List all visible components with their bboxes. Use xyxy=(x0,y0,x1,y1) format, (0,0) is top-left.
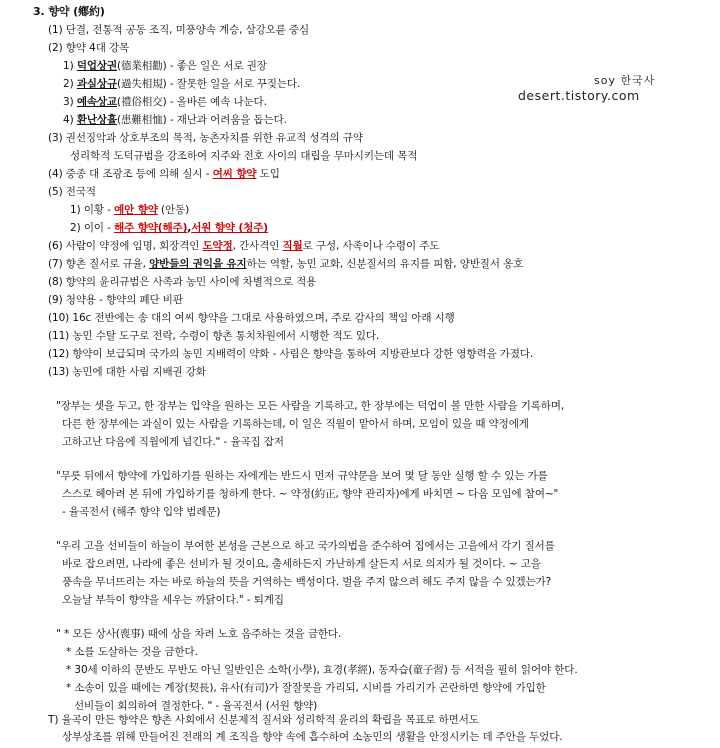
nationwide-1-emphasis: 예안 향약 xyxy=(114,204,158,216)
quote-1-line-3: 고하고난 다음에 직월에게 넘긴다." - 율곡집 잡저 xyxy=(62,436,284,448)
nationwide-2: 2) 이이 - 해주 향약(해주),서원 향약 (청주) xyxy=(70,222,268,234)
item-5: (5) 전국적 xyxy=(48,186,96,198)
item-8: (8) 향약의 윤리규범은 사족과 농민 사이에 차별적으로 적용 xyxy=(48,276,317,288)
item-4: (4) 중종 대 조광조 등에 의해 실시 - 여씨 향약 도입 xyxy=(48,168,280,180)
watermark-url: desert.tistory.com xyxy=(518,88,640,103)
quote-3-line-1: "우리 고을 선비들이 하늘이 부여한 본성을 근본으로 하고 국가의법을 준수하여 집에서는 고을에서 각기 질서를 xyxy=(56,540,555,552)
guideline-3-term: 예속상교 xyxy=(76,96,117,108)
heading-number: 3. xyxy=(33,5,49,18)
nationwide-2-emphasis-b: 서원 향약 (청주) xyxy=(191,222,268,234)
quote-1-line-1: "장부는 셋을 두고, 한 장부는 입약을 원하는 모든 사람을 기록하고, 한 장부에는 덕업이 볼 만한 사람을 기록하며, xyxy=(56,400,565,412)
item-7: (7) 향촌 질서로 규율, 양반들의 권익을 유지하는 역할, 농민 교화, 신분질서의 유지를 피함, 양반질서 옹호 xyxy=(48,258,524,270)
quote-2-line-1: "무릇 뒤에서 향약에 가입하기를 원하는 자에게는 반드시 먼저 규약문을 보여 몇 달 동안 실행 할 수 있는 가를 xyxy=(56,470,548,482)
guideline-4-term: 환난상휼 xyxy=(76,114,117,126)
item-3: (3) 권선징악과 상호부조의 목적, 농촌자치를 위한 유교적 성격의 규약 xyxy=(48,132,363,144)
quote-2-line-3: - 율곡전서 (해주 향약 입약 범례문) xyxy=(62,506,221,518)
guideline-2: 2) 과실상규(過失相規) - 잘못한 일을 서로 꾸짖는다. xyxy=(63,78,301,90)
item-13: (13) 농민에 대한 사림 지배권 강화 xyxy=(48,366,206,378)
item-2: (2) 향약 4대 강목 xyxy=(48,42,130,54)
item-7-emphasis: 양반들의 권익을 유지 xyxy=(149,258,247,270)
item-4-emphasis: 여씨 향약 xyxy=(212,168,257,180)
guideline-2-term: 과실상규 xyxy=(76,78,117,90)
teacher-note-line-1: T) 율곡이 만든 향약은 향촌 사회에서 신분제적 질서와 성리학적 윤리의 확립을 목표로 하면서도 xyxy=(48,714,479,726)
item-3-continued: 성리학적 도덕규범을 강조하여 지주와 전호 사이의 대립을 무마시키는데 목적 xyxy=(70,150,418,162)
item-6-emphasis-a: 도약정 xyxy=(202,240,233,252)
teacher-note-line-2: 상부상조를 위해 만들어진 전래의 계 조직을 향약 속에 흡수하여 소농민의 생활을 안정시키는 데 주안을 두었다. xyxy=(62,731,563,743)
guideline-4: 4) 환난상휼(患難相恤) - 재난과 어려움을 돕는다. xyxy=(63,114,287,126)
quote-4-line-3: * 30세 이하의 문반도 무반도 아닌 일반인은 소학(小學), 효경(孝經), 동자습(童子習) 등 서적을 필히 읽어야 한다. xyxy=(66,664,578,676)
heading-title: 향약 (鄕約) xyxy=(48,5,105,18)
quote-2-line-2: 스스로 헤아려 본 뒤에 가입하기를 청하게 한다. ~ 약정(約正, 향약 관리자)에게 바치면 ~ 다음 모임에 참여~" xyxy=(62,488,559,500)
item-10: (10) 16c 전반에는 송 대의 여씨 향약을 그대로 사용하였으며, 주로 감사의 책임 아래 시행 xyxy=(48,312,455,324)
section-heading xyxy=(33,4,105,20)
quote-4-line-1: " * 모든 상사(喪事) 때에 상을 차려 노호 음주하는 것을 금한다. xyxy=(56,628,342,640)
watermark-author: soy 한국사 xyxy=(594,74,656,87)
guideline-1-term: 덕업상권 xyxy=(76,60,117,72)
item-6: (6) 사람이 약정에 임명, 회장격인 도약정, 간사격인 직월로 구성, 사족이나 수령이 주도 xyxy=(48,240,440,252)
item-1: (1) 단결, 전통적 공동 조직, 미풍양속 계승, 삼강오륜 중심 xyxy=(48,24,310,36)
quote-4-line-2: * 소를 도살하는 것을 금한다. xyxy=(66,646,198,658)
guideline-3: 3) 예속상교(禮俗相交) - 올바른 예속 나눈다. xyxy=(63,96,267,108)
item-6-emphasis-b: 직월 xyxy=(282,240,303,252)
quote-4-line-5: 선비들이 회의하여 결정한다. " - 율곡전서 (서원 향약) xyxy=(74,700,318,712)
quote-4-line-4: * 소송이 있을 때에는 계장(契長), 유사(有司)가 잘잘못을 가리되, 시비를 가리기가 곤란하면 향약에 가입한 xyxy=(66,682,546,694)
quote-3-line-2: 바로 잡으려면, 나라에 좋은 선비가 될 것이요, 출세하든지 가난하게 살든지 서로 의지가 될 것이다. ~ 고을 xyxy=(62,558,541,570)
item-9: (9) 청약용 - 향약의 폐단 비판 xyxy=(48,294,183,306)
quote-3-line-3: 풍속을 무너뜨리는 자는 바로 하늘의 뜻을 거역하는 백성이다. 벌을 주지 않으려 해도 주지 않을 수 있겠는가? xyxy=(62,576,552,588)
quote-3-line-4: 오늘날 부득이 향약을 세우는 까닭이다." - 퇴계집 xyxy=(62,594,284,606)
guideline-1: 1) 덕업상권(德業相勸) - 좋은 일은 서로 권장 xyxy=(63,60,267,72)
item-12: (12) 향약이 보급되며 국가의 농민 지배력이 약화 - 사림은 향약을 통하여 지방관보다 강한 영향력을 가졌다. xyxy=(48,348,534,360)
item-11: (11) 농민 수탈 도구로 전락, 수령이 향촌 통치차원에서 시행한 적도 있다. xyxy=(48,330,380,342)
nationwide-1: 1) 이황 - 예안 향약 (안동) xyxy=(70,204,190,216)
nationwide-2-emphasis-a: 해주 향약(해주) xyxy=(114,222,188,234)
quote-1-line-2: 다른 한 장부에는 과실이 있는 사람을 기록하는데, 이 일은 직월이 맡아서 하며, 모임이 있을 때 약정에게 xyxy=(62,418,529,430)
